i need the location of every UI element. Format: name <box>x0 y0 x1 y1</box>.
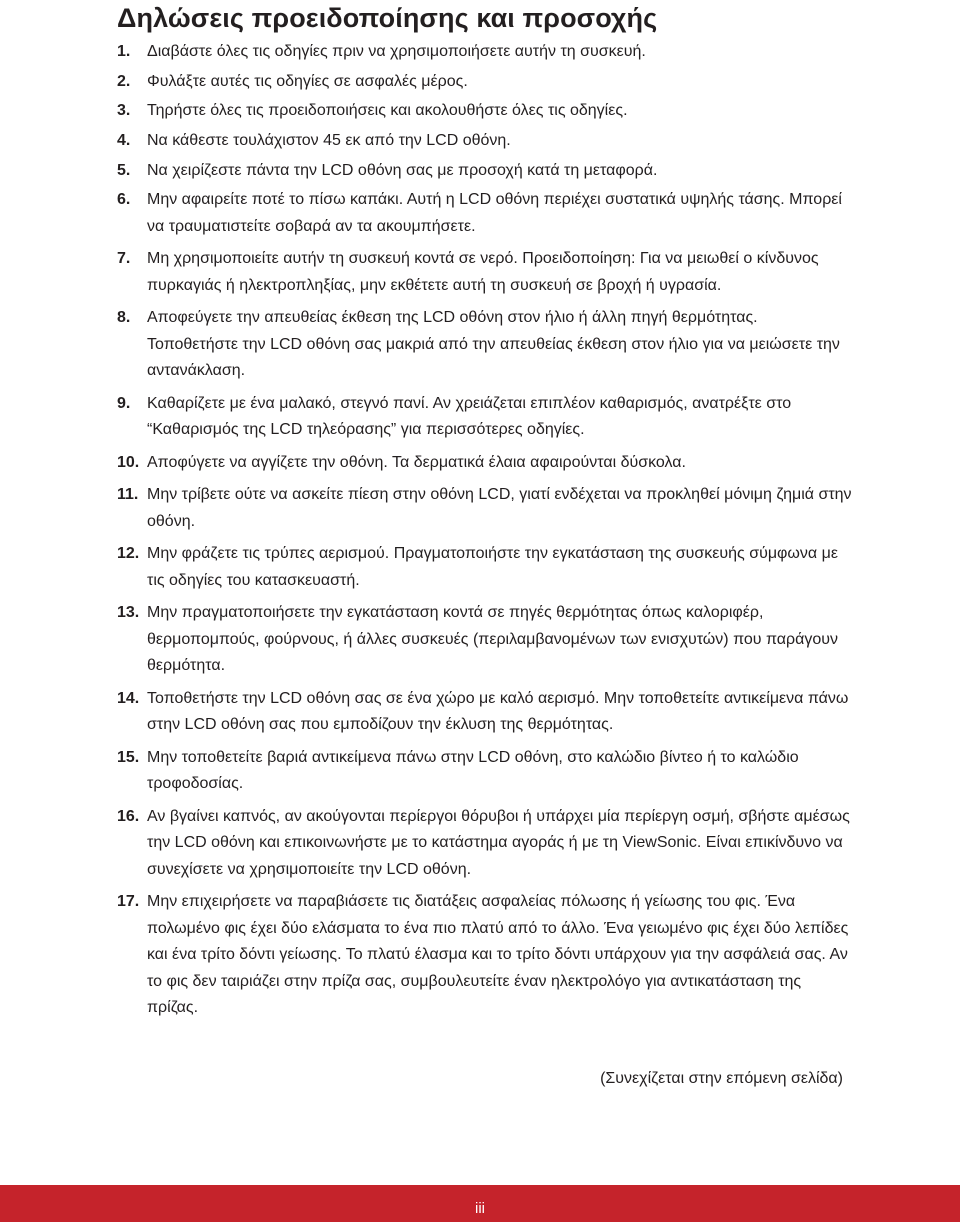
item-number: 8. <box>117 309 131 327</box>
item-text: Μην τοποθετείτε βαριά αντικείμενα πάνω στην LCD οθόνη, στο καλώδιο βίντεο ή το καλώδιο τροφοδοσίας. <box>147 748 799 793</box>
list-item <box>117 98 852 125</box>
item-number: 16. <box>117 807 140 825</box>
list-item <box>117 246 852 299</box>
list-item <box>117 482 852 535</box>
item-text: Αν βγαίνει καπνός, αν ακούγονται περίεργοι θόρυβοι ή υπάρχει μία περίεργη οσμή, σβήστε αμέσως την LCD οθόνη και επικοινωνήστε με το κατάστημα αγοράς ή με τη ViewSonic. Είναι επικίνδυνο να συνεχίσετε να χρησιμοποιείτε την LCD οθόνη. <box>147 807 850 878</box>
item-number: 5. <box>117 161 131 179</box>
item-text: Μην πραγματοποιήσετε την εγκατάσταση κοντά σε πηγές θερμότητας όπως καλοριφέρ, θερμοπομπούς, φούρνους, ή άλλες συσκευές (περιλαμβανομένων των ενισχυτών) που παράγουν θερμότητα. <box>147 604 839 675</box>
list-item <box>117 889 852 1022</box>
page-title: Δηλώσεις προειδοποίησης και προσοχής <box>117 3 658 33</box>
item-number: 4. <box>117 132 131 150</box>
list-item <box>117 158 852 185</box>
item-text: Τοποθετήστε την LCD οθόνη σας σε ένα χώρο με καλό αερισμό. Μην τοποθετείτε αντικείμενα πάνω στην LCD οθόνη σας που εμποδίζουν την έκλυση της θερμότητας. <box>147 689 849 734</box>
list-item <box>117 128 852 155</box>
item-number: 9. <box>117 394 131 412</box>
list-item <box>117 69 852 96</box>
item-number: 13. <box>117 604 140 622</box>
item-number: 10. <box>117 453 140 471</box>
item-number: 14. <box>117 689 140 707</box>
item-number: 11. <box>117 486 139 504</box>
list-item <box>117 600 852 680</box>
item-text: Μην αφαιρείτε ποτέ το πίσω καπάκι. Αυτή η LCD οθόνη περιέχει συστατικά υψηλής τάσης. Μπορεί να τραυματιστείτε σοβαρά αν τα ακουμπήσετε. <box>147 191 842 235</box>
item-number: 7. <box>117 250 131 268</box>
item-text: Μην επιχειρήσετε να παραβιάσετε τις διατάξεις ασφαλείας πόλωσης ή γείωσης του φις. Ένα πολωμένο φις έχει δύο ελάσματα το ένα πιο πλατύ από το άλλο. Ένα γειωμένο φις έχει δύο λεπίδες και ένα τρίτο δόντι γείωσης. Το πλατύ έλασμα και το τρίτο δόντι υπάρχουν για την ασφάλειά σας. Αν το φις δεν ταιριάζει στην πρίζα σας, συμβουλευτείτε έναν ηλεκτρολόγο για αντικατάσταση της πρίζας. <box>147 893 849 1017</box>
list-item <box>117 187 852 240</box>
list-item <box>117 305 852 385</box>
item-text: Καθαρίζετε με ένα μαλακό, στεγνό πανί. Αν χρειάζεται επιπλέον καθαρισμός, ανατρέξτε στο “Καθαρισμός της LCD τηλεόρασης” για περισσότερες οδηγίες. <box>147 394 792 439</box>
item-text: Μην τρίβετε ούτε να ασκείτε πίεση στην οθόνη LCD, γιατί ενδέχεται να προκληθεί μόνιμη ζημιά στην οθόνη. <box>147 486 852 530</box>
item-text: Φυλάξτε αυτές τις οδηγίες σε ασφαλές μέρος. <box>147 72 468 90</box>
item-number: 1. <box>117 43 131 60</box>
item-number: 12. <box>117 545 140 563</box>
item-text: Μην φράζετε τις τρύπες αερισμού. Πραγματοποιήστε την εγκατάσταση της συσκευής σύμφωνα με τις οδηγίες του κατασκευαστή. <box>147 545 838 589</box>
list-item <box>117 686 852 739</box>
item-text: Αποφεύγετε την απευθείας έκθεση της LCD οθόνη στον ήλιο ή άλλη πηγή θερμότητας. Τοποθετήστε την LCD οθόνη σας μακριά από την απευθείας έκθεση στον ήλιο για να μειώσετε την αντανάκλαση. <box>147 309 840 380</box>
page-number: iii <box>475 1200 485 1217</box>
item-text: Να χειρίζεστε πάντα την LCD οθόνη σας με προσοχή κατά τη μεταφορά. <box>147 161 658 179</box>
item-number: 6. <box>117 191 131 209</box>
item-text: Να κάθεστε τουλάχιστον 45 εκ από την LCD οθόνη. <box>147 132 511 150</box>
list-item <box>117 804 852 884</box>
item-number: 17. <box>117 893 140 911</box>
list-item <box>117 450 852 477</box>
warnings-list <box>117 39 852 1028</box>
list-item <box>117 39 852 66</box>
list-item <box>117 541 852 594</box>
item-text: Μη χρησιμοποιείτε αυτήν τη συσκευή κοντά σε νερό. Προειδοποίηση: Για να μειωθεί ο κίνδυνος πυρκαγιάς ή ηλεκτροπληξίας, μην εκθέτετε αυτή τη συσκευή σε βροχή ή υγρασία. <box>147 250 819 294</box>
item-text: Τηρήστε όλες τις προειδοποιήσεις και ακολουθήστε όλες τις οδηγίες. <box>147 102 628 120</box>
item-text: Αποφύγετε να αγγίζετε την οθόνη. Τα δερματικά έλαια αφαιρούνται δύσκολα. <box>147 453 686 471</box>
list-item <box>117 745 852 798</box>
item-number: 2. <box>117 72 131 90</box>
list-item <box>117 391 852 444</box>
continued-note: (Συνεχίζεται στην επόμενη σελίδα) <box>600 1070 843 1087</box>
item-text: Διαβάστε όλες τις οδηγίες πριν να χρησιμοποιήσετε αυτήν τη συσκευή. <box>147 43 646 60</box>
item-number: 15. <box>117 748 140 766</box>
item-number: 3. <box>117 102 131 120</box>
